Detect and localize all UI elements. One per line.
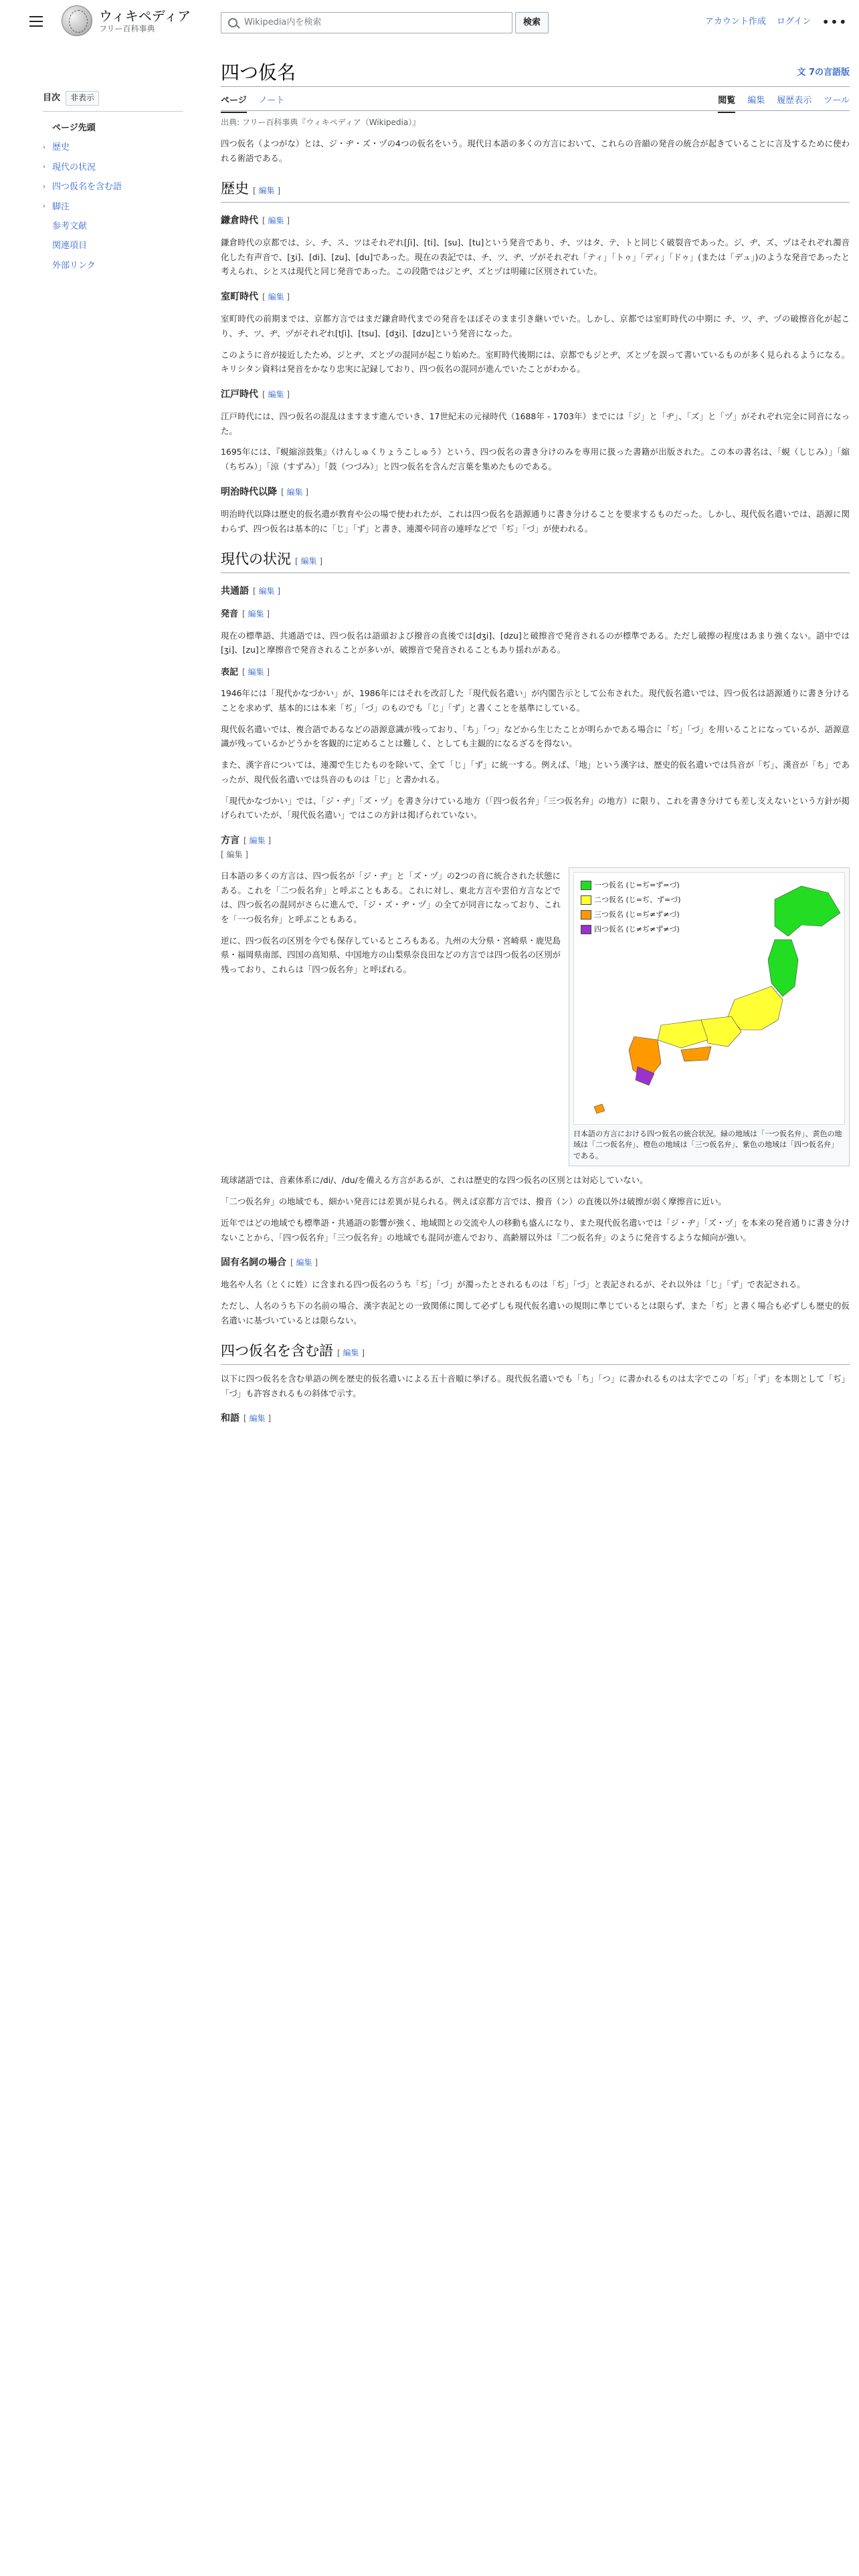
heading-meiji: 明治時代以降 [ 編集 ] bbox=[221, 486, 309, 498]
search-icon bbox=[228, 18, 237, 27]
toc-item[interactable] bbox=[43, 256, 183, 276]
paragraph: 以下に四つ仮名を含む単語の例を歴史的仮名遣いによる五十音順に挙げる。現代仮名遣いでも「ち」「つ」に書かれるものは太字でこの「ぢ」「ず」を本則として「ぢ」「づ」も許容されるもの斜体で示す。 bbox=[221, 1374, 850, 1398]
japan-map-svg bbox=[574, 873, 845, 1125]
toc-item-label: 四つ仮名を含む語 bbox=[52, 182, 122, 193]
toc-item-label: 歴史 bbox=[52, 142, 70, 153]
paragraph: このように音が接近したため、ジとヂ、ズとヅの混同が起こり始めた。室町時代後期には、京都でもジとヂ、ズとヅを誤って書いているものが多く見られるようになる。キリシタン資料は発音をかなり忠実に記録しており、四つ仮名の混同が進んでいたことがわかる。 bbox=[221, 349, 850, 374]
search-button[interactable]: 検索 bbox=[515, 12, 549, 33]
paragraph: 室町時代の前期までは、京都方言ではまだ鎌倉時代までの発音をほぼそのまま引き継いでいた。しかし、京都では室町時代の中期に チ、ツ、ヂ、ヅの破擦音化が起こり、チ、ツ、ヂ、ヅがそれぞれ[tʃi]、[tsu]、[dʒi]、[dzu]という発音になった。 bbox=[221, 314, 850, 338]
toc-item[interactable] bbox=[43, 217, 183, 236]
heading-history: 歴史 [ 編集 ] bbox=[221, 177, 850, 203]
source-note: 出典: フリー百科事典『ウィキペディア（Wikipedia）』 bbox=[221, 118, 421, 127]
paragraph: 明治時代以降は歴史的仮名遣が教育や公の場で使われたが、これは四つ仮名を語源通りに書き分けることを要求するものだった。しかし、現代仮名遣いでは、語源に関わらず、四つ仮名は基本的に「じ」「ず」と書き、連濁や同音の連呼などで「ぢ」「づ」が使われる。 bbox=[221, 508, 850, 534]
tab-history[interactable]: 履歴表示 bbox=[777, 96, 812, 106]
more-options-icon[interactable]: ••• bbox=[822, 13, 848, 30]
edit-link[interactable]: [ 編集 ] bbox=[244, 1414, 272, 1424]
chevron-right-icon[interactable]: › bbox=[43, 143, 45, 151]
paragraph: 琉球諸語では、音素体系に/di/、/du/を備える方言があるが、これは歴史的な四つ仮名の区別とは対応していない。 bbox=[221, 1175, 648, 1186]
heading-modern: 現代の状況 [ 編集 ] bbox=[221, 548, 850, 573]
paragraph: また、漢字音については、連濁で生じたものを除いて、全て「じ」「ず」に統一する。例えば、「地」という漢字は、歴史的仮名遣いでは呉音が「ぢ」、漢音が「ち」であったが、現代仮名遣いでは呉音のものは「じ」と書かれる。 bbox=[221, 760, 850, 784]
heading-proper-nouns: 固有名詞の場合 [ 編集 ] bbox=[221, 1257, 318, 1269]
main-menu-icon[interactable] bbox=[28, 13, 44, 29]
edit-link[interactable]: [ 編集 ] bbox=[290, 1258, 318, 1268]
chevron-right-icon[interactable]: › bbox=[43, 203, 45, 211]
toc-item[interactable] bbox=[43, 236, 183, 255]
tab-tools[interactable]: ツール bbox=[824, 96, 850, 106]
kyushu-region bbox=[629, 1037, 661, 1085]
edit-link[interactable]: [ 編集 ] bbox=[244, 836, 272, 845]
heading-wago: 和語 [ 編集 ] bbox=[221, 1413, 272, 1424]
toc-item-label: 外部リンク bbox=[52, 260, 96, 271]
dialect-map-figure bbox=[569, 867, 850, 1167]
chevron-right-icon[interactable]: › bbox=[43, 163, 45, 171]
intro-paragraph: 四つ仮名（よつがな）とは、ジ・ヂ・ズ・ヅの4つの仮名をいう。現代日本語の多くの方言において、これらの音韻の発音の統合が起きていることに言及するために使われる術語である。 bbox=[221, 138, 850, 163]
paragraph: 現在の標準語、共通語では、四つ仮名は語頭および撥音の直後では[dʒi]、[dzu]と破擦音で発音されるのが標準である。ただし破擦の程度はあまり強くない。語中では[ʒi]、[zu]と摩擦音で発音されることが多いが、破擦音で発音されることもあり揺れがある。 bbox=[221, 630, 850, 655]
site-logo[interactable] bbox=[62, 5, 191, 36]
site-title: ウィキペディア bbox=[99, 7, 191, 24]
heading-muromachi: 室町時代 [ 編集 ] bbox=[221, 292, 290, 303]
toc-item-label: ページ先頭 bbox=[52, 122, 96, 133]
toc-item-label: 関連項目 bbox=[52, 241, 88, 251]
tab-talk[interactable]: ノート bbox=[258, 96, 285, 106]
paragraph: 近年ではどの地域でも標準語・共通語の影響が強く、地域間との交流や人の移動も盛んになり、また現代仮名遣いでは「ジ・ヂ」「ズ・ヅ」を本来の発音通りに書き分けないことから、「四つ仮名弁」「三つ仮名弁」の地域でも混同が進んでおり、高齢層以外は「二つ仮名弁」のように発音するような傾向が強い。 bbox=[221, 1217, 850, 1243]
search-input[interactable] bbox=[221, 12, 512, 33]
heading-common: 共通語 [ 編集 ] bbox=[221, 586, 281, 597]
edit-link[interactable]: [ 編集 ] bbox=[242, 667, 270, 677]
hokkaido-region bbox=[775, 886, 840, 936]
user-links bbox=[705, 15, 848, 29]
toc-hide-button[interactable]: 非表示 bbox=[66, 91, 99, 106]
site-header bbox=[0, 0, 859, 43]
heading-dialect: 方言 [ 編集 ] bbox=[221, 835, 272, 846]
figure-caption: 日本語の方言における四つ仮名の統合状況。緑の地域は「一つ仮名弁」、黄色の地域は「二つ仮名弁」、橙色の地域は「三つ仮名弁」、紫色の地域は「四つ仮名弁」である。 bbox=[573, 1129, 842, 1160]
toc-item-label: 脚注 bbox=[52, 201, 70, 212]
toc-item[interactable] bbox=[43, 158, 183, 177]
toc-item-label: 現代の状況 bbox=[52, 162, 96, 173]
edit-link[interactable]: [ 編集 ] bbox=[253, 186, 281, 196]
edit-link[interactable]: [ 編集 ] bbox=[242, 609, 270, 619]
edit-link[interactable]: [ 編集 ] bbox=[253, 586, 281, 596]
paragraph: ただし、人名のうち下の名前の場合、漢字表記との一致関係に関して必ずしも現代仮名遣いの規則に準じているとは限らず、また「ぢ」と書く場合も必ずしも歴史的仮名遣いに基づいているとは限らない。 bbox=[221, 1301, 850, 1325]
edit-link[interactable]: [ 編集 ] bbox=[295, 556, 323, 566]
wikipedia-globe-icon bbox=[62, 5, 92, 36]
paragraph: 「現代かなづかい」では、「ジ・ヂ」「ズ・ヅ」を書き分けている地方（「四つ仮名弁」「三つ仮名弁」の地方）に限り、これを書き分けても差し支えないという方針が掲げられていたが、「現代仮名遣い」ではこの方針は掲げられていない。 bbox=[221, 795, 850, 821]
paragraph: 1695年には、『蜆縮涼鼓集』（けんしゅくりょうこしゅう）という、四つ仮名の書き分けのみを専用に扱った書籍が出版された。この本の書名は、「蜆（しじみ）」「縮（ちぢみ）」「涼（すずみ）」「鼓（つづみ）」と四つ仮名を含んだ言葉を集めたものである。 bbox=[221, 447, 850, 472]
heading-words: 四つ仮名を含む語 [ 編集 ] bbox=[221, 1339, 850, 1365]
edit-link[interactable]: [ 編集 ] bbox=[262, 389, 290, 399]
japan-dialect-map[interactable] bbox=[573, 872, 845, 1125]
legend-label: 二つ仮名 (じ=ぢ、ず=づ) bbox=[594, 895, 681, 905]
chugoku-shikoku-region bbox=[658, 1020, 711, 1061]
legend-label: 四つ仮名 (じ≠ぢ≠ず≠づ) bbox=[594, 925, 680, 934]
heading-pronunciation: 発音 [ 編集 ] bbox=[221, 609, 270, 620]
legend-label: 三つ仮名 (じ=ぢ≠ず≠づ) bbox=[594, 910, 680, 920]
toc-item[interactable] bbox=[43, 197, 183, 217]
paragraph: 江戸時代には、四つ仮名の混乱はますます進んでいき、17世紀末の元禄時代（1688年 - 1703年）までには「ジ」と「ヂ」、「ズ」と「ヅ」がそれぞれ完全に同音になった。 bbox=[221, 411, 850, 436]
login-link[interactable]: ログイン bbox=[776, 17, 812, 27]
edit-link[interactable]: [ 編集 ] bbox=[262, 292, 290, 302]
page-tabs bbox=[221, 87, 850, 111]
paragraph: 日本語の多くの方言は、四つ仮名が「ジ・ヂ」と「ズ・ヅ」の2つの音に統合された状態にある。これを「二つ仮名弁」と呼ぶこともある。これに対し、東北方言や雲伯方言などでは、四つ仮名の混同がさらに進んで、「ジ・ズ・ヂ・ヅ」の全てが同音になっており、これを「一つ仮名弁」と呼ぶこともある。 bbox=[221, 870, 561, 924]
paragraph: 逆に、四つ仮名の区別を今でも保存しているところもある。九州の大分県・宮崎県・鹿児島県・福岡県南部、四国の高知県、中国地方の山梨県奈良田などの方言では四つ仮名の区別が残っており、これらは「四つ仮名弁」と呼ばれる。 bbox=[221, 935, 561, 975]
toc-list bbox=[43, 118, 183, 276]
edit-source-link[interactable]: [ 編集 ] bbox=[221, 850, 248, 860]
toc-item[interactable] bbox=[43, 177, 183, 197]
toc-sidebar bbox=[43, 91, 183, 276]
paragraph: 1946年には「現代かなづかい」が、1986年にはそれを改訂した「現代仮名遣い」が内閣告示として公布された。現代仮名遣いでは、四つ仮名は語源通りに書き分けることを求めず、基本的には本来「ぢ」「づ」のものでも「じ」「ず」と書くことを基準にしている。 bbox=[221, 688, 850, 714]
tab-read[interactable]: 閲覧 bbox=[718, 94, 735, 113]
paragraph: 鎌倉時代の京都では、シ、チ、ス、ツはそれぞれ[ʃi]、[ti]、[su]、[tu]という発音であり、チ、ツはタ、テ、トと同じく破裂音であった。ジ、ヂ、ズ、ヅはそれぞれ濁音化した有声音で、[ʒi]、[di]、[zu]、[du]であった。現在の表記では、チ、ツ、ヂ、ヅがそれぞれ「ティ」「トゥ」「ディ」「ドゥ」(または「デュ」)のような発音であったと考えられ、シとスは現代と同じ発音であった。この段階ではジとヂ、ズとヅは明確に区別されていた。 bbox=[221, 237, 850, 277]
chevron-right-icon[interactable]: › bbox=[43, 183, 45, 191]
heading-notation: 表記 [ 編集 ] bbox=[221, 667, 270, 677]
edit-link[interactable]: [ 編集 ] bbox=[281, 487, 309, 497]
toc-item[interactable] bbox=[43, 138, 183, 157]
site-subtitle: フリー百科事典 bbox=[99, 23, 155, 33]
toc-item[interactable] bbox=[43, 118, 183, 138]
toc-item-label: 参考文献 bbox=[52, 221, 88, 231]
edit-link[interactable]: [ 編集 ] bbox=[262, 215, 290, 225]
paragraph: 「二つ仮名弁」の地域でも、細かい発音には差異が見られる。例えば京都方言では、撥音（ン）の直後以外は破擦が弱く摩擦音に近い。 bbox=[221, 1196, 727, 1207]
legend-label: 一つ仮名 (じ=ぢ=ず=づ) bbox=[594, 880, 680, 889]
kanto-chubu-region bbox=[728, 986, 783, 1030]
page-title: 四つ仮名 bbox=[221, 62, 296, 84]
tab-article[interactable]: ページ bbox=[221, 94, 247, 113]
language-button[interactable]: 文 7の言語版 bbox=[797, 68, 850, 78]
heading-kamakura: 鎌倉時代 [ 編集 ] bbox=[221, 215, 290, 226]
main-content bbox=[221, 56, 850, 1427]
edit-link[interactable]: [ 編集 ] bbox=[337, 1348, 365, 1358]
search-placeholder: Wikipedia内を検索 bbox=[244, 17, 322, 28]
paragraph: 現代仮名遣いでは、複合語であるなどの語源意識が残っており、「ち」「つ」などから生じたことが明らかである場合に「ぢ」「づ」を用いることになっているが、語源意識が残っているかどうかを客観的に定めることは難しく、としても主観的になるざるを得ない。 bbox=[221, 724, 850, 749]
paragraph: 地名や人名（とくに姓）に含まれる四つ仮名のうち「ぢ」「づ」が濁ったとされるものは「ぢ」「づ」と表記されるが、それ以外は「じ」「ず」で表記される。 bbox=[221, 1279, 805, 1290]
create-account-link[interactable]: アカウント作成 bbox=[705, 17, 766, 27]
okinawa-region bbox=[594, 1104, 605, 1113]
tab-edit[interactable]: 編集 bbox=[747, 96, 765, 106]
heading-edo: 江戸時代 [ 編集 ] bbox=[221, 389, 290, 400]
toc-title: 目次 bbox=[43, 93, 61, 104]
